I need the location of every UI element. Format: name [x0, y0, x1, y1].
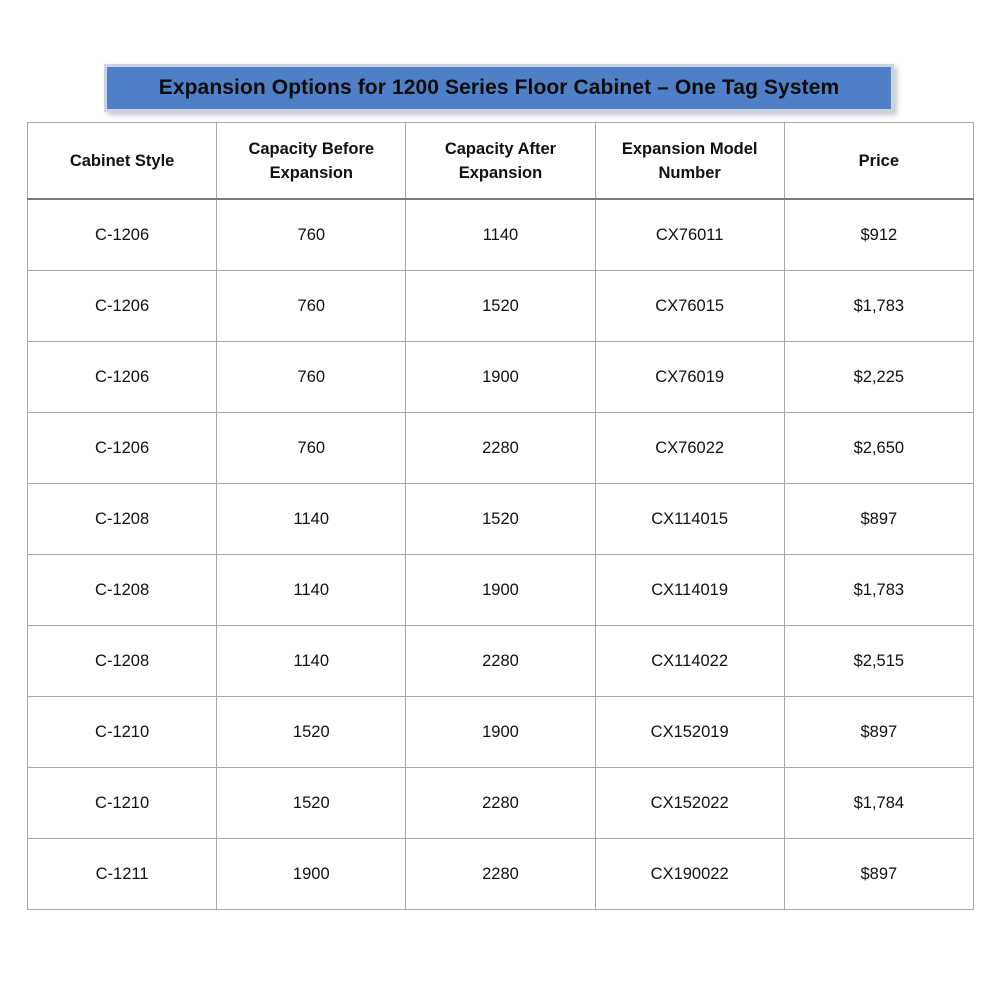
cell-capacity-before: 760 [217, 342, 406, 413]
cell-capacity-after: 2280 [406, 839, 595, 910]
cell-capacity-before: 760 [217, 413, 406, 484]
cell-price: $2,515 [784, 626, 973, 697]
table-row [28, 768, 974, 839]
header-row [28, 123, 974, 200]
cell-model-number: CX152022 [595, 768, 784, 839]
cell-cabinet-style: C-1208 [28, 555, 217, 626]
cell-model-number: CX76015 [595, 271, 784, 342]
cell-model-number: CX190022 [595, 839, 784, 910]
cell-model-number: CX114022 [595, 626, 784, 697]
cell-model-number: CX76011 [595, 199, 784, 271]
cell-model-number: CX114015 [595, 484, 784, 555]
cell-capacity-before: 1520 [217, 697, 406, 768]
table-row [28, 199, 974, 271]
table-row [28, 697, 974, 768]
cell-capacity-after: 1140 [406, 199, 595, 271]
cell-capacity-after: 2280 [406, 768, 595, 839]
table-header [28, 123, 974, 200]
header-price: Price [784, 123, 973, 200]
cell-cabinet-style: C-1206 [28, 413, 217, 484]
cell-capacity-before: 1520 [217, 768, 406, 839]
table-row [28, 555, 974, 626]
cell-cabinet-style: C-1206 [28, 199, 217, 271]
cell-capacity-after: 1900 [406, 555, 595, 626]
cell-cabinet-style: C-1211 [28, 839, 217, 910]
cell-capacity-after: 1520 [406, 484, 595, 555]
cell-capacity-before: 1900 [217, 839, 406, 910]
cell-model-number: CX114019 [595, 555, 784, 626]
table-row [28, 271, 974, 342]
cell-price: $912 [784, 199, 973, 271]
table-row [28, 413, 974, 484]
expansion-options-table [27, 122, 974, 910]
cell-capacity-after: 1900 [406, 697, 595, 768]
table-row [28, 626, 974, 697]
header-model-number: Expansion Model Number [595, 123, 784, 200]
header-capacity-before: Capacity Before Expansion [217, 123, 406, 200]
header-cabinet-style: Cabinet Style [28, 123, 217, 200]
cell-cabinet-style: C-1210 [28, 697, 217, 768]
title-banner [104, 64, 894, 112]
cell-price: $2,225 [784, 342, 973, 413]
cell-capacity-before: 760 [217, 199, 406, 271]
cell-capacity-before: 1140 [217, 484, 406, 555]
cell-price: $2,650 [784, 413, 973, 484]
cell-price: $897 [784, 839, 973, 910]
cell-capacity-before: 760 [217, 271, 406, 342]
table-row [28, 839, 974, 910]
table-body [28, 199, 974, 910]
cell-capacity-after: 2280 [406, 626, 595, 697]
cell-price: $1,783 [784, 555, 973, 626]
cell-cabinet-style: C-1208 [28, 484, 217, 555]
table-row [28, 342, 974, 413]
cell-cabinet-style: C-1210 [28, 768, 217, 839]
cell-price: $897 [784, 484, 973, 555]
cell-model-number: CX76022 [595, 413, 784, 484]
cell-capacity-before: 1140 [217, 626, 406, 697]
cell-capacity-after: 1900 [406, 342, 595, 413]
cell-cabinet-style: C-1206 [28, 342, 217, 413]
cell-cabinet-style: C-1206 [28, 271, 217, 342]
cell-price: $1,784 [784, 768, 973, 839]
cell-capacity-after: 1520 [406, 271, 595, 342]
cell-price: $897 [784, 697, 973, 768]
cell-capacity-after: 2280 [406, 413, 595, 484]
table-row [28, 484, 974, 555]
cell-model-number: CX152019 [595, 697, 784, 768]
cell-price: $1,783 [784, 271, 973, 342]
cell-capacity-before: 1140 [217, 555, 406, 626]
cell-cabinet-style: C-1208 [28, 626, 217, 697]
cell-model-number: CX76019 [595, 342, 784, 413]
page-title: Expansion Options for 1200 Series Floor Cabinet – One Tag System [158, 76, 840, 99]
header-capacity-after: Capacity After Expansion [406, 123, 595, 200]
